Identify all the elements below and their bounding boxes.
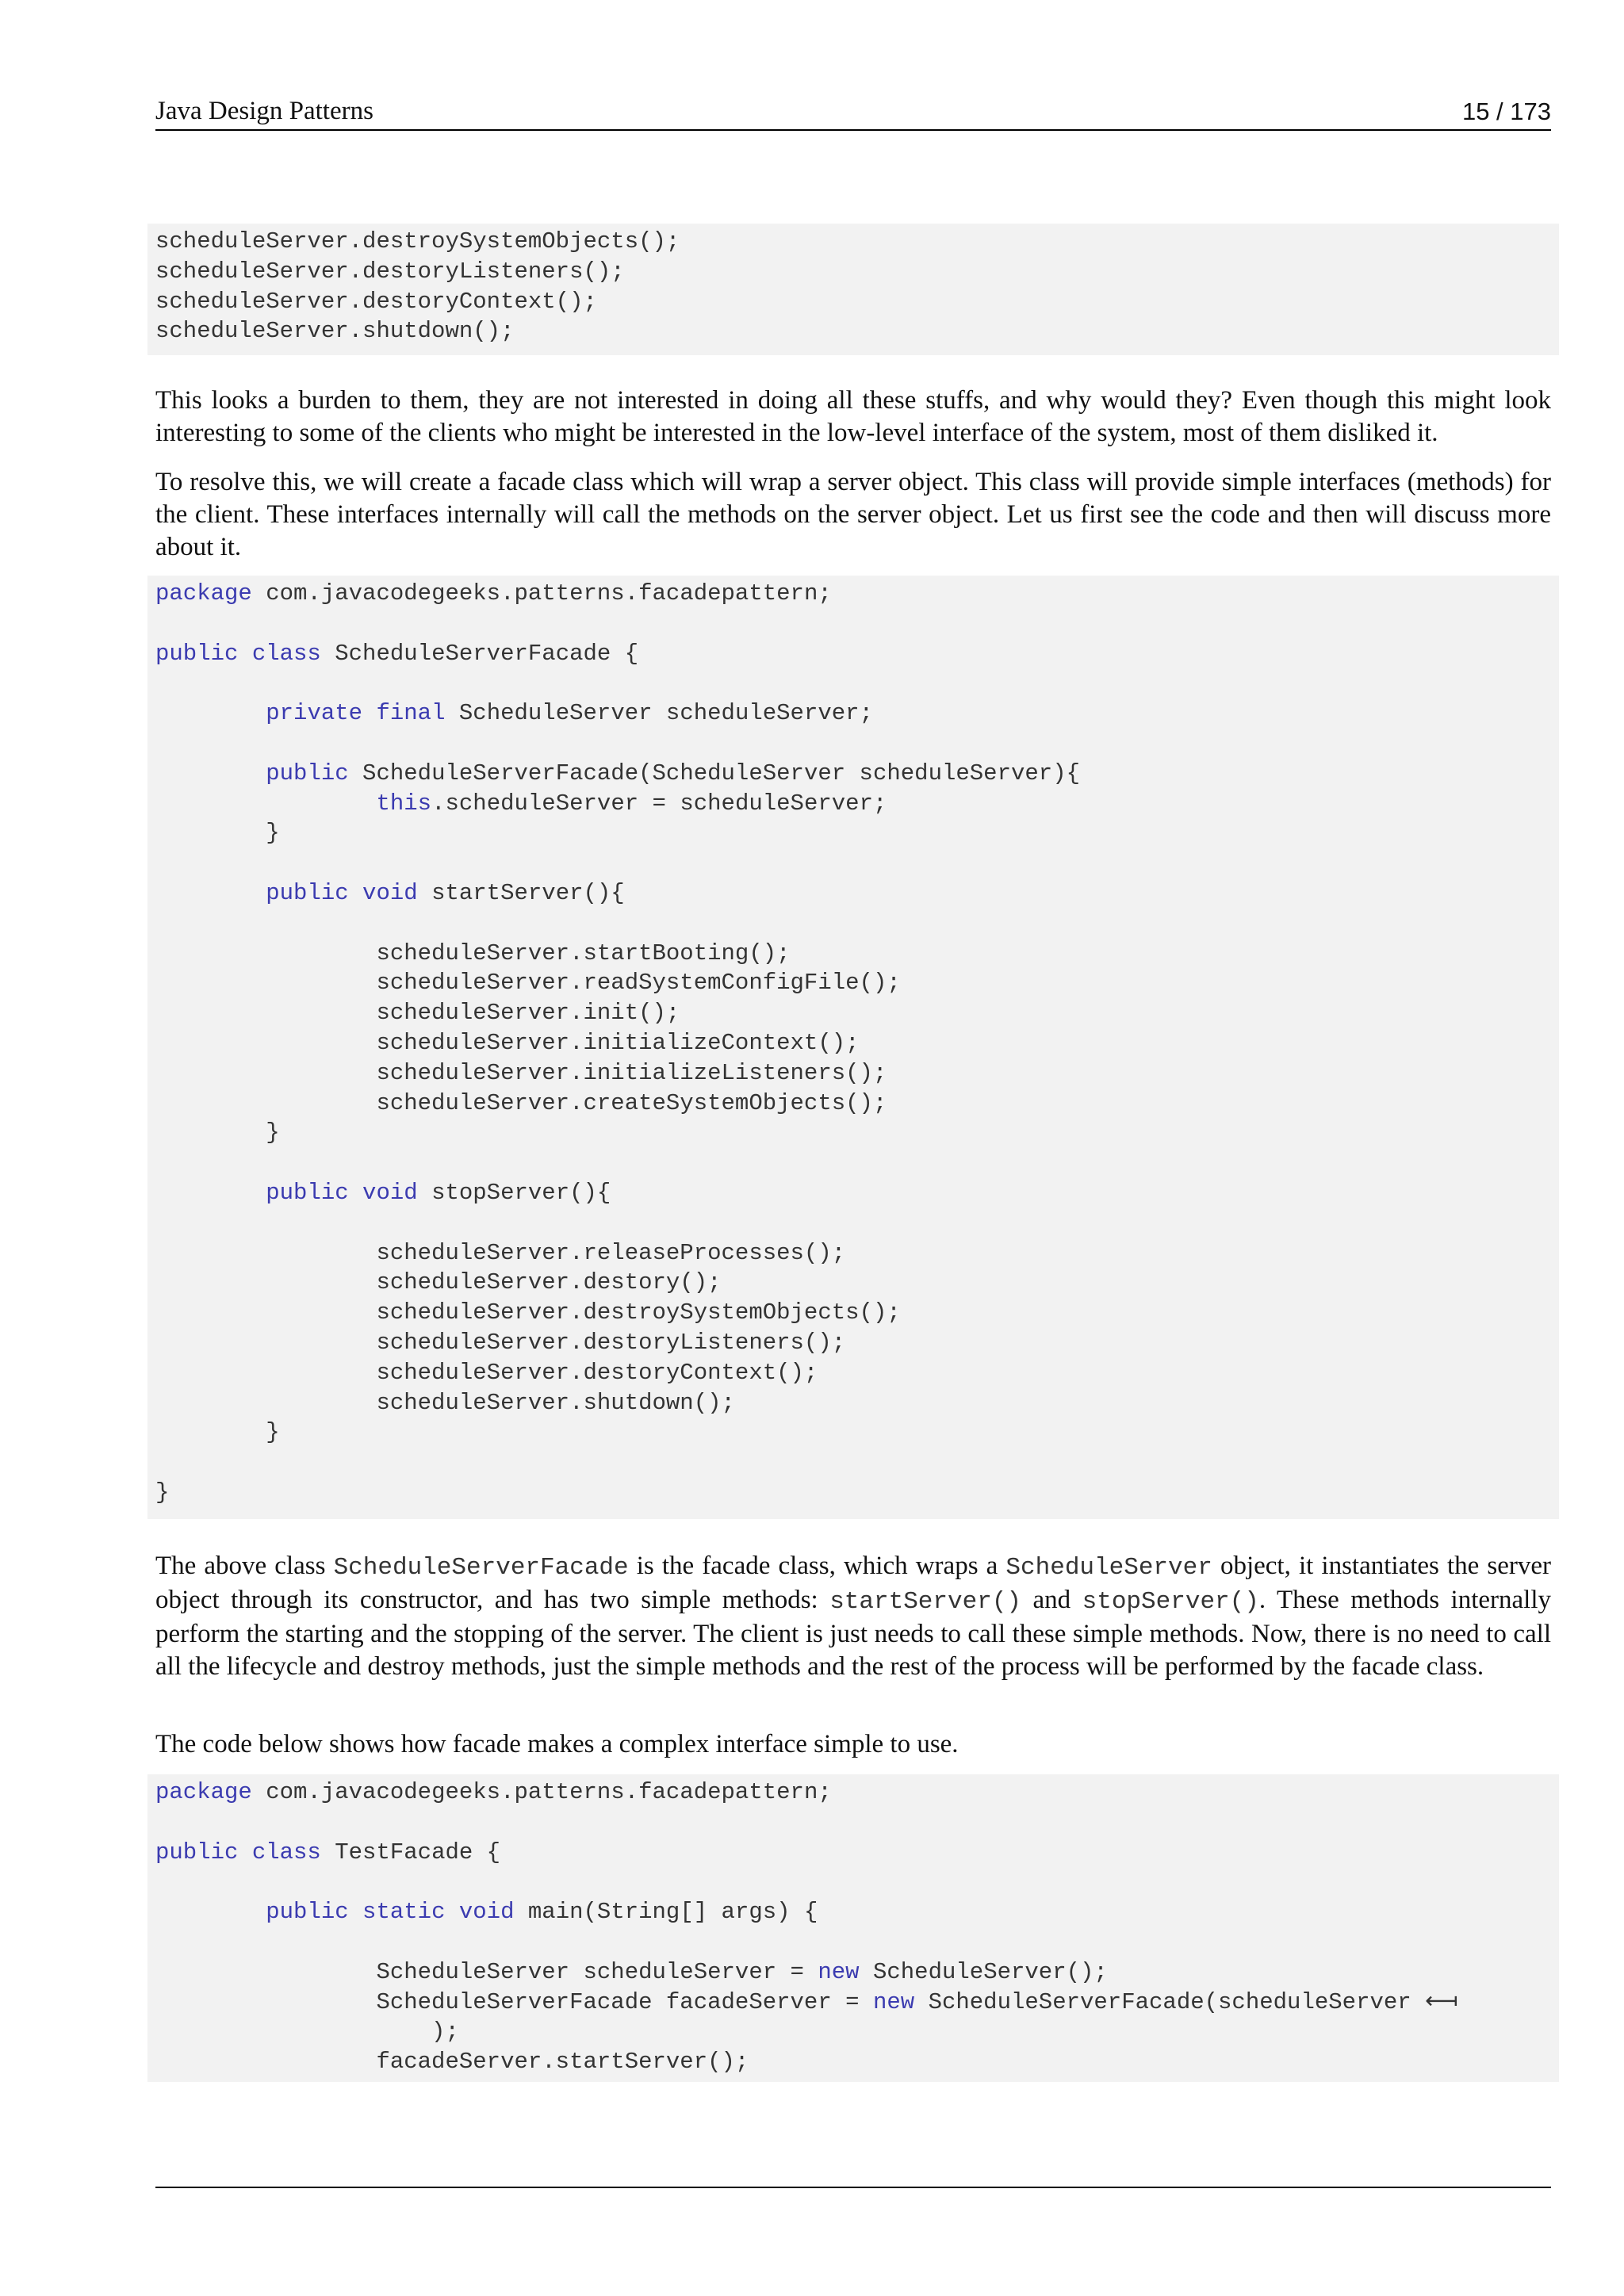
code-text: .scheduleServer = scheduleServer; xyxy=(431,790,887,817)
code-block-2 xyxy=(147,576,1559,1519)
code-line xyxy=(155,227,1559,257)
code-text: ScheduleServerFacade { xyxy=(320,640,639,667)
code-keyword: new xyxy=(818,1958,860,1985)
code-text: scheduleServer.destoryListeners(); xyxy=(155,258,625,285)
code-line xyxy=(155,1148,1559,1178)
code-text: scheduleServer.init(); xyxy=(155,1000,680,1027)
code-text: } xyxy=(155,1479,170,1506)
code-line xyxy=(155,1268,1559,1298)
text-segment: . These methods internally perform the starting and the stopping of the server. The client is just needs to call these simple methods. Now, there is no need to call all the lifecycle and destroy methods, just the simple methods and the rest of the process will be performed by the facade class. xyxy=(155,1586,1552,1681)
code-keyword: package xyxy=(155,1779,252,1805)
code-text: scheduleServer.startBooting(); xyxy=(155,939,791,966)
code-text xyxy=(155,880,266,906)
code-text: scheduleServer.createSystemObjects(); xyxy=(155,1089,887,1116)
code-block-3 xyxy=(147,1774,1559,2082)
code-line xyxy=(155,1867,1559,1897)
code-line xyxy=(155,1328,1559,1358)
code-line xyxy=(155,848,1559,878)
code-text: main(String[] args) { xyxy=(514,1899,818,1926)
code-line xyxy=(155,968,1559,998)
code-line xyxy=(155,1808,1559,1838)
code-keyword: public void xyxy=(266,879,418,906)
code-line xyxy=(155,1957,1559,1988)
code-line xyxy=(155,1358,1559,1388)
code-line xyxy=(155,287,1559,317)
code-text: scheduleServer.destoryListeners(); xyxy=(155,1329,846,1356)
paragraph-1: This looks a burden to them, they are not interested in doing all these stuffs, and why would they? Even though this might look interesting to some of the clients who might be interested in the low-level interface of the system, most of them disliked it. xyxy=(155,386,1551,447)
inline-code-start-server: startServer() xyxy=(829,1588,1022,1616)
code-text: com.javacodegeeks.patterns.facadepattern; xyxy=(251,580,832,607)
code-line xyxy=(155,789,1559,819)
code-text xyxy=(155,760,266,786)
code-text xyxy=(155,700,266,726)
code-text: } xyxy=(155,820,280,847)
code-line xyxy=(155,668,1559,698)
code-text: scheduleServer.initializeListeners(); xyxy=(155,1059,887,1086)
code-line xyxy=(155,257,1559,287)
code-line xyxy=(155,1238,1559,1269)
code-line xyxy=(155,1448,1559,1478)
code-text: scheduleServer.releaseProcesses(); xyxy=(155,1239,846,1266)
paragraph-4: The code below shows how facade makes a complex interface simple to use. xyxy=(155,1730,959,1758)
paragraph-2: To resolve this, we will create a facade class which will wrap a server object. This class will provide simple interfaces (methods) for the client. These interfaces internally will call the methods on the server object. Let us first see the code and then will discuss more about it. xyxy=(155,468,1551,561)
code-text: scheduleServer.destoryContext(); xyxy=(155,1359,818,1386)
code-line xyxy=(155,1058,1559,1089)
code-line xyxy=(155,579,1559,609)
code-text xyxy=(155,1899,266,1925)
page-header xyxy=(155,97,1551,131)
inline-code-class-server: ScheduleServer xyxy=(1005,1554,1212,1582)
code-text: scheduleServer.destroySystemObjects(); xyxy=(155,1299,901,1326)
inline-code-stop-server: stopServer() xyxy=(1082,1588,1259,1616)
code-block-1 xyxy=(147,224,1559,355)
code-line xyxy=(155,1988,1559,2018)
code-keyword: public xyxy=(266,760,349,786)
code-text: ScheduleServer scheduleServer; xyxy=(445,700,873,727)
code-keyword: package xyxy=(155,580,252,607)
code-line xyxy=(155,1418,1559,1448)
code-line xyxy=(155,639,1559,669)
code-text: ScheduleServerFacade(ScheduleServer scheduleServer){ xyxy=(348,760,1081,786)
code-keyword: private final xyxy=(266,700,446,727)
code-line xyxy=(155,909,1559,939)
code-line xyxy=(155,1838,1559,1868)
code-line xyxy=(155,729,1559,759)
code-line xyxy=(155,1089,1559,1119)
code-keyword: public void xyxy=(266,1179,418,1206)
code-text: } xyxy=(155,1419,280,1446)
code-line xyxy=(155,1388,1559,1418)
code-text: ScheduleServer(); xyxy=(859,1958,1108,1985)
code-text: TestFacade { xyxy=(320,1839,501,1866)
code-text: startServer(){ xyxy=(417,879,625,906)
code-line xyxy=(155,878,1559,909)
code-line xyxy=(155,316,1559,346)
code-text: ScheduleServer scheduleServer = xyxy=(155,1958,818,1985)
code-line xyxy=(155,1897,1559,1927)
text-segment: The above class xyxy=(155,1552,334,1580)
document-title: Java Design Patterns xyxy=(155,97,373,125)
text-segment: and xyxy=(1021,1586,1082,1614)
code-line xyxy=(155,998,1559,1028)
code-text: facadeServer.startServer(); xyxy=(155,2049,749,2076)
code-text: scheduleServer.destroySystemObjects(); xyxy=(155,228,680,254)
code-text: scheduleServer.shutdown(); xyxy=(155,1389,735,1416)
page-number: 15 / 173 xyxy=(1461,98,1551,125)
code-text: ); xyxy=(155,2019,459,2045)
inline-code-class-facade: ScheduleServerFacade xyxy=(333,1554,629,1582)
paragraph-3 xyxy=(155,1550,1551,1683)
text-segment: is the facade class, which wraps a xyxy=(628,1552,1006,1580)
footer-rule xyxy=(155,2187,1551,2188)
code-line xyxy=(155,1208,1559,1238)
code-line xyxy=(155,1028,1559,1058)
code-text xyxy=(155,790,376,817)
code-line xyxy=(155,1178,1559,1208)
code-text: com.javacodegeeks.patterns.facadepattern; xyxy=(251,1779,832,1805)
code-line xyxy=(155,759,1559,789)
code-text: stopServer(){ xyxy=(417,1179,611,1206)
code-line xyxy=(155,1118,1559,1148)
code-line xyxy=(155,1927,1559,1957)
code-line xyxy=(155,2047,1559,2077)
code-keyword: public static void xyxy=(266,1899,515,1926)
code-line xyxy=(155,1298,1559,1328)
code-text: scheduleServer.readSystemConfigFile(); xyxy=(155,970,901,997)
code-text: ScheduleServerFacade(scheduleServer ⟻ xyxy=(914,1988,1458,2015)
code-keyword: public class xyxy=(155,1839,321,1866)
code-text: } xyxy=(155,1119,280,1146)
code-line xyxy=(155,1777,1559,1808)
code-line xyxy=(155,2017,1559,2047)
code-text: ScheduleServerFacade facadeServer = xyxy=(155,1988,873,2015)
code-line xyxy=(155,818,1559,848)
code-line xyxy=(155,698,1559,729)
code-text: scheduleServer.initializeContext(); xyxy=(155,1029,860,1056)
code-text xyxy=(155,1180,266,1206)
code-text: scheduleServer.destoryContext(); xyxy=(155,288,597,315)
code-line xyxy=(155,939,1559,969)
code-line xyxy=(155,1478,1559,1508)
code-keyword: public class xyxy=(155,640,321,667)
code-keyword: new xyxy=(872,1988,915,2015)
code-text: scheduleServer.destory(); xyxy=(155,1269,722,1296)
code-line xyxy=(155,609,1559,639)
code-text: scheduleServer.shutdown(); xyxy=(155,318,515,345)
text-segment: object, it instantiates the server object through its constructor, and has two simple methods: xyxy=(155,1552,1552,1614)
code-keyword: this xyxy=(376,790,432,817)
